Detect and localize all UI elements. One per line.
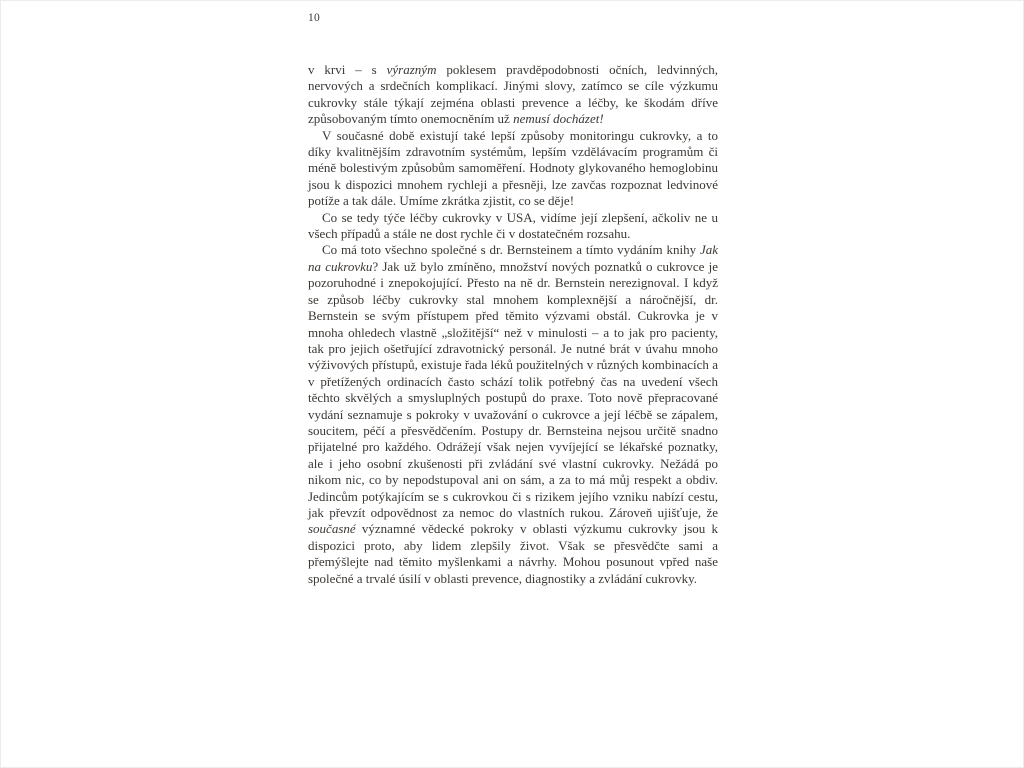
text-run: významné vědecké pokroky v oblasti výzkumu cukrovky jsou k dispozici proto, aby lidem zlepšily život. Však se přesvědčte sami a přemýšlejte nad těmito myšlenkami a návrhy. Mohou posunout vpřed naše společné a trvalé úsilí v oblasti prevence, diagnostiky a zvládání cukrovky. — [308, 521, 718, 586]
text-run: Co se tedy týče léčby cukrovky v USA, vidíme její zlepšení, ačkoliv ne u všech případů a stále ne dost rychle či v dostatečném rozsahu. — [308, 209, 718, 242]
text-run: poklesem pravděpodobnosti očních, ledvinných, nervových a srdečních komplikací. Jinými slovy, zatímco se cíle výzkumu cukrovky stále týkají zejména oblasti prevence a léčby, ke škodám dříve způsobovaným tímto onemocněním už — [308, 62, 718, 127]
text-run: V současné době existují také lepší způsoby monitoringu cukrovky, a to díky kvalitnějším zdravotním systémům, lepším vzdělávacím programům či méně bolestivým způsobům samoměření. Hodnoty glykovaného hemoglobinu jsou k dispozici mnohem rychleji a přesněji, lze zavčas rozpoznat ledvinové potíže a tak dále. Umíme zkrátka zjistit, co se děje! — [308, 127, 718, 209]
paragraph — [308, 62, 718, 128]
text-run-italic: současné — [308, 521, 356, 537]
paragraph — [308, 128, 718, 210]
text-run-italic: Jak na cukrovku — [308, 242, 718, 274]
text-run-italic: výrazným — [386, 62, 437, 77]
text-block — [308, 62, 718, 587]
text-run: v krvi – s — [308, 62, 387, 77]
text-run: Co má toto všechno společné s dr. Bernsteinem a tímto vydáním knihy — [322, 242, 700, 258]
page-number: 10 — [308, 12, 321, 24]
paragraph — [308, 210, 718, 243]
text-run: ? Jak už bylo zmíněno, množství nových poznatků o cukrovce je pozoruhodné i znepokojující. Přesto na ně dr. Bernstein nerezignoval. I když se způsob léčby cukrovky stal mnohem komplexnější a náročnější, dr. Bernstein se svým přístupem před těmito výzvami obstál. Cukrovka je v mnoha ohledech vlastně „složitější“ než v minulosti – a to jak pro pacienty, tak pro jejich ošetřující zdravotnický personál. Je nutné brát v úvahu mnoho výživových přístupů, existuje řada léků použitelných v různých kombinacích a v přetížených ordinacích často schází tolik potřebný čas na uvedení všech těchto skvělých a smysluplných postupů do praxe. Toto nově přepracované vydání seznamuje s pokroky v uvažování o cukrovce a její léčbě se zápalem, soucitem, péčí a přesvědčením. Postupy dr. Bernsteina nejsou určitě snadno přijatelné pro každého. Odrážejí však nejen vyvíjející se lékařské poznatky, ale i jeho osobní zkušenosti při zvládání své vlastní cukrovky. Nežádá po nikom nic, co by nepodstupoval ani on sám, a za to má můj respekt a obdiv. Jedincům potýkajícím se s cukrovkou či s rizikem jejího vzniku nabízí cestu, jak převzít odpovědnost za nemoc do vlastních rukou. Zároveň ujišťuje, že — [308, 258, 718, 520]
paragraph — [308, 242, 718, 587]
text-run-italic: nemusí docházet! — [513, 111, 604, 127]
